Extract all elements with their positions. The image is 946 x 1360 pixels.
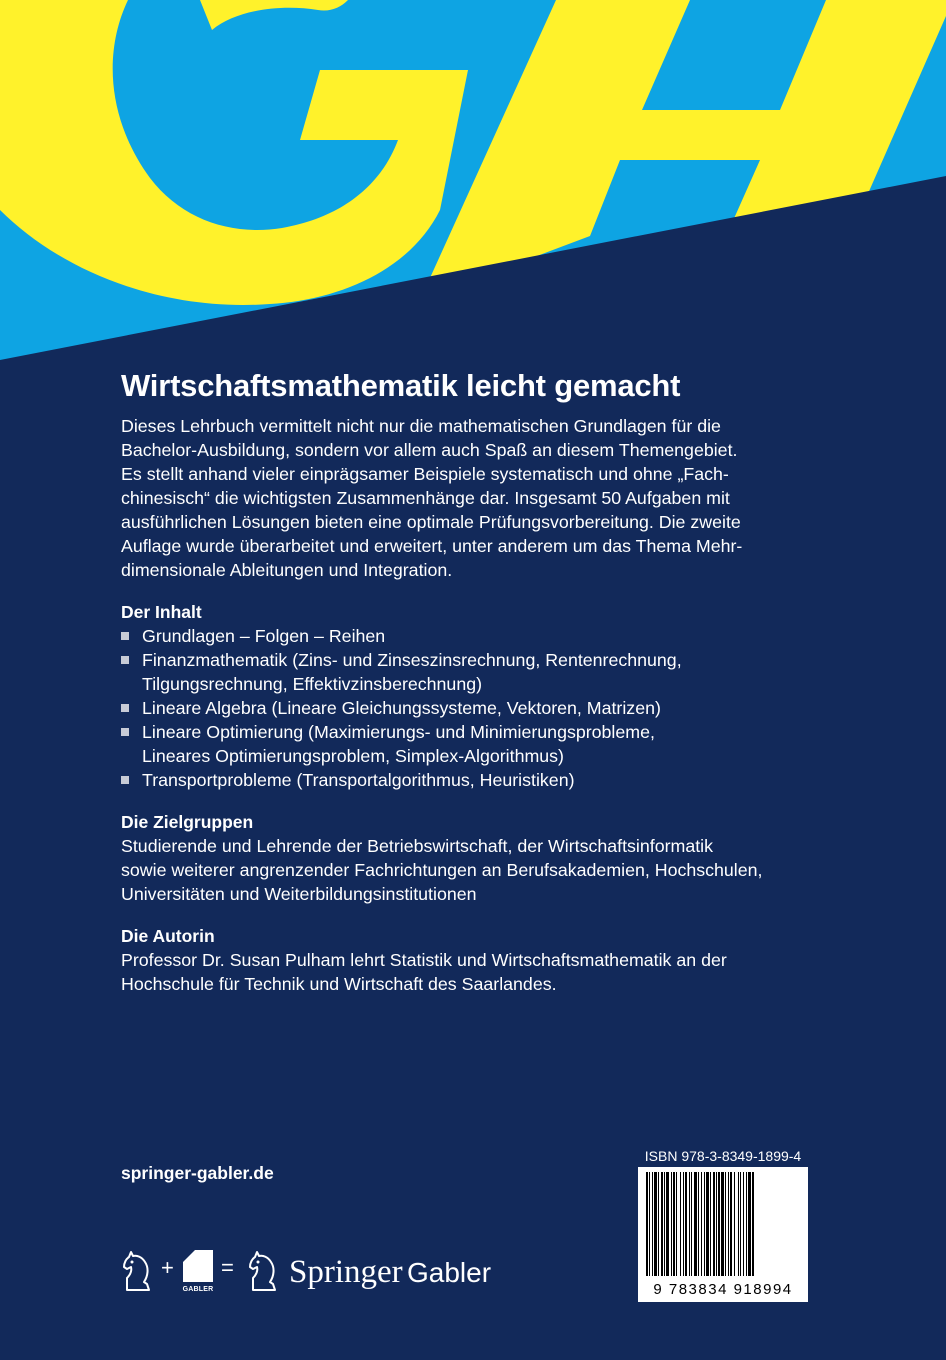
back-cover-text	[121, 368, 821, 996]
book-title: Wirtschaftsmathematik leicht gemacht	[121, 368, 681, 403]
barcode-bar	[728, 1172, 729, 1276]
springer-knight-icon	[121, 1250, 155, 1294]
list-item	[121, 624, 821, 648]
audience-text: Studierende und Lehrende der Betriebswirtschaft, der Wirtschaftsinformatik sowie weiterer angrenzender Fachrichtungen an Berufsakademien, Hochschulen, Universitäten und Weiterbildungsinstitutionen	[121, 836, 763, 904]
barcode-bar	[646, 1172, 648, 1276]
barcode-bar	[713, 1172, 715, 1276]
barcode-digits: 9 783834 918994	[653, 1281, 793, 1298]
barcode-bar	[716, 1172, 717, 1276]
barcode-bar	[666, 1172, 669, 1276]
barcode-bar	[652, 1172, 653, 1276]
barcode-bar	[746, 1172, 747, 1276]
publisher-website-link[interactable]: springer-gabler.de	[121, 1163, 274, 1183]
barcode-bar	[748, 1172, 751, 1276]
square-bullet-icon	[121, 776, 129, 784]
square-bullet-icon	[121, 656, 129, 664]
audience-heading: Die Zielgruppen	[121, 812, 254, 832]
barcode-bar	[734, 1172, 735, 1276]
square-bullet-icon	[121, 704, 129, 712]
square-bullet-icon	[121, 728, 129, 736]
gabler-label: GABLER	[182, 1286, 214, 1293]
barcode-bar	[710, 1172, 711, 1276]
list-item-text: Finanzmathematik (Zins- und Zinseszinsrechnung, Rentenrechnung, Tilgungsrechnung, Effektivzinsberechnung)	[142, 650, 682, 694]
barcode-bar	[704, 1172, 705, 1276]
square-bullet-icon	[121, 632, 129, 640]
springer-wordmark: Springer	[289, 1254, 403, 1290]
barcode-bar	[743, 1172, 744, 1276]
barcode-bar	[706, 1172, 709, 1276]
barcode-bar	[740, 1172, 741, 1276]
barcode-bar	[752, 1172, 754, 1276]
equals-sign: =	[221, 1255, 234, 1280]
barcode-bar	[685, 1172, 687, 1276]
barcode-bar	[671, 1172, 672, 1276]
barcode-bar	[691, 1172, 692, 1276]
barcode-bar	[698, 1172, 699, 1276]
barcode-bar	[721, 1172, 724, 1276]
list-item	[121, 720, 821, 768]
barcode-bar	[661, 1172, 663, 1276]
barcode-bar	[689, 1172, 690, 1276]
barcode-bar	[701, 1172, 702, 1276]
intro-paragraph: Dieses Lehrbuch vermittelt nicht nur die mathematischen Grundlagen für die Bachelor-Ausbildung, sondern vor allem auch Spaß an diesem Themengebiet. Es stellt anhand vieler einprägsamer Beispiele systematisch und ohne „Fach- chinesisch“ die wichtigsten Zusammenhänge dar. Insgesamt 50 Aufgaben mit ausführlichen Lösungen bieten eine optimale Prüfungsvorbereitung. Die zweite Auflage wurde überarbeitet und erweitert, unter anderem um das Thema Mehr- dimensionale Ableitungen und Integration.	[121, 416, 743, 580]
isbn-label: ISBN 978-3-8349-1899-4	[644, 1148, 802, 1164]
barcode-bar	[725, 1172, 726, 1276]
gabler-square-icon	[181, 1248, 215, 1284]
barcode-bar	[673, 1172, 675, 1276]
list-item	[121, 648, 821, 696]
gabler-wordmark: Gabler	[407, 1257, 492, 1288]
author-text: Professor Dr. Susan Pulham lehrt Statistik und Wirtschaftsmathematik an der Hochschule für Technik und Wirtschaft des Saarlandes.	[121, 950, 727, 994]
barcode-bars	[644, 1172, 802, 1276]
list-item	[121, 768, 821, 792]
barcode-bar	[680, 1172, 681, 1276]
list-item	[121, 696, 821, 720]
barcode-bar	[654, 1172, 657, 1276]
list-item-text: Lineare Optimierung (Maximierungs- und Minimierungsprobleme, Lineares Optimierungsproblem, Simplex-Algorithmus)	[142, 722, 655, 766]
barcode-bar	[664, 1172, 665, 1276]
barcode	[638, 1167, 808, 1302]
gabler-logo	[181, 1248, 215, 1294]
plus-sign: +	[161, 1255, 174, 1280]
list-item-text: Grundlagen – Folgen – Reihen	[142, 626, 386, 646]
barcode-bar	[730, 1172, 732, 1276]
contents-heading: Der Inhalt	[121, 602, 202, 622]
publisher-logos	[121, 1248, 521, 1298]
barcode-bar	[718, 1172, 720, 1276]
barcode-bar	[676, 1172, 677, 1276]
springer-gabler-knight-icon	[247, 1250, 281, 1294]
list-item-text: Lineare Algebra (Lineare Gleichungssysteme, Vektoren, Matrizen)	[142, 698, 661, 718]
list-item-text: Transportprobleme (Transportalgorithmus, Heuristiken)	[142, 770, 575, 790]
author-heading: Die Autorin	[121, 926, 215, 946]
cover-graphic	[0, 0, 946, 360]
barcode-bar	[658, 1172, 659, 1276]
contents-list	[121, 624, 821, 792]
barcode-bar	[683, 1172, 684, 1276]
barcode-bar	[738, 1172, 739, 1276]
barcode-bar	[649, 1172, 650, 1276]
barcode-bar	[694, 1172, 697, 1276]
